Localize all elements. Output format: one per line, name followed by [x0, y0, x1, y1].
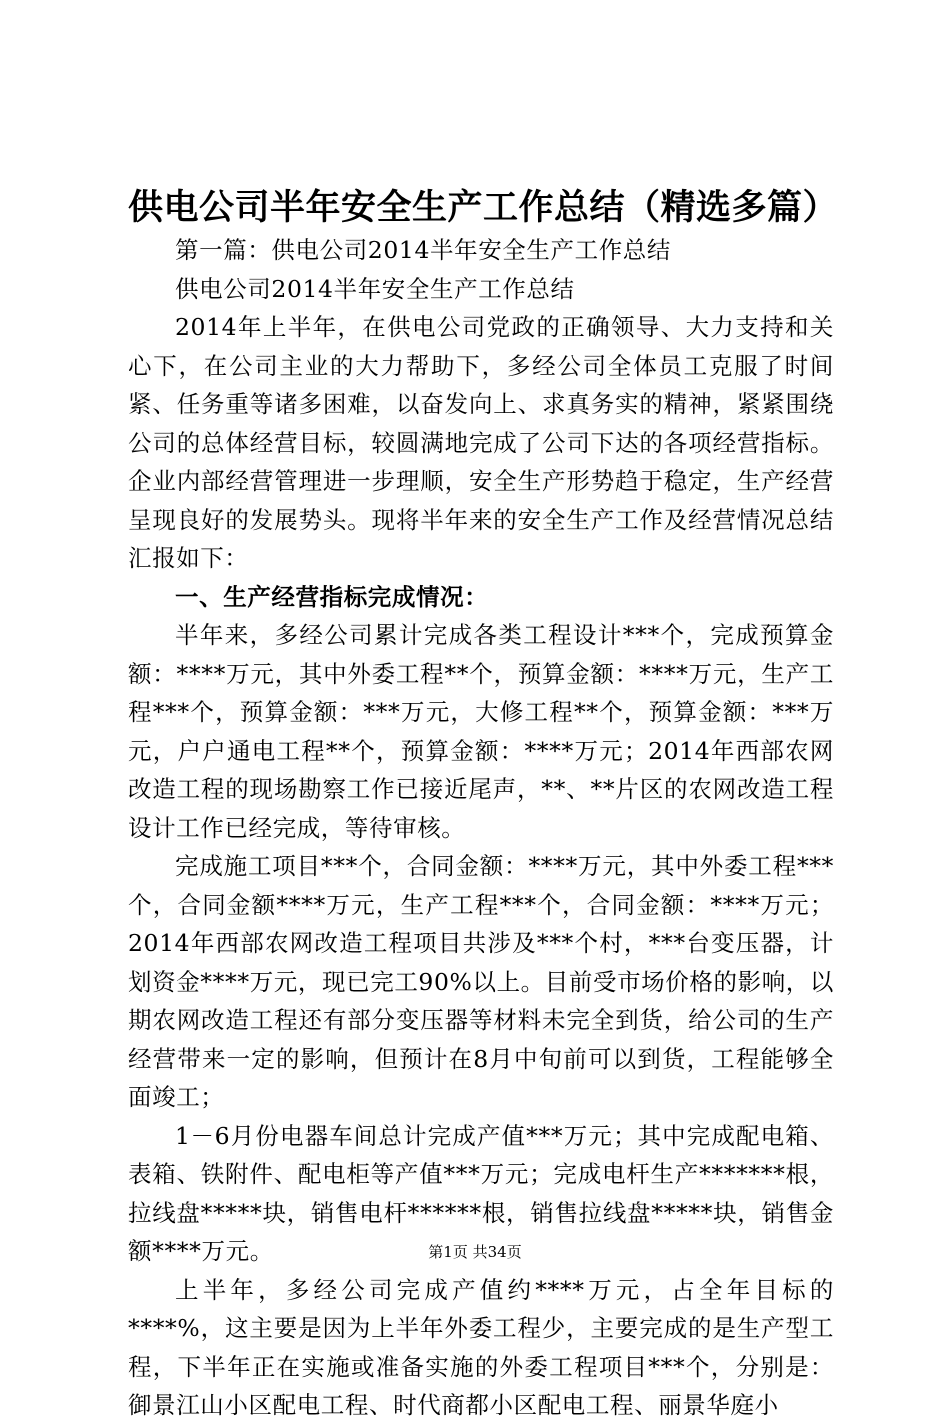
- paragraph: 半年来，多经公司累计完成各类工程设计***个，完成预算金额：****万元，其中外委工程**个，预算金额：****万元，生产工程***个，预算金额：***万元，大修工程**个，预算金额：***万元，户户通电工程**个，预算金额：****万元；2014年西部农网改造工程的现场勘察工作已接近尾声，**、**片区的农网改造工程设计工作已经完成，等待审核。: [128, 621, 834, 842]
- paragraph: 第一篇：供电公司2014半年安全生产工作总结: [175, 236, 672, 264]
- paragraph: 上半年，多经公司完成产值约****万元，占全年目标的****%，这主要是因为上半年外委工程少，主要完成的是生产型工程，下半年正在实施或准备实施的外委工程项目***个，分别是：御景江山小区配电工程、时代商都小区配电工程、丽景华庭小: [128, 1275, 834, 1419]
- paragraph: 2014年上半年，在供电公司党政的正确领导、大力支持和关心下，在公司主业的大力帮助下，多经公司全体员工克服了时间紧、任务重等诸多困难，以奋发向上、求真务实的精神，紧紧围绕公司的总体经营目标，较圆满地完成了公司下达的各项经营指标。企业内部经营管理进一步理顺，安全生产形势趋于稳定，生产经营呈现良好的发展势头。现将半年来的安全生产工作及经营情况总结汇报如下：: [128, 313, 834, 572]
- page-number-footer: 第1页 共34页: [428, 1243, 522, 1261]
- paragraph: 供电公司2014半年安全生产工作总结: [175, 274, 575, 303]
- paragraph: 1－6月份电器车间总计完成产值***万元；其中完成配电箱、表箱、铁附件、配电柜等产值***万元；完成电杆生产*******根，拉线盘*****块，销售电杆******根，销售拉线盘*****块，销售金额****万元。: [128, 1121, 834, 1265]
- paragraph: 完成施工项目***个，合同金额：****万元，其中外委工程***个，合同金额****万元，生产工程***个，合同金额：****万元；2014年西部农网改造工程项目共涉及***个村，***台变压器，计划资金****万元，现已完工90%以上。目前受市场价格的影响，以期农网改造工程还有部分变压器等材料未完全到货，给公司的生产经营带来一定的影响，但预计在8月中旬前可以到货，工程能够全面竣工；: [128, 852, 834, 1111]
- section-heading: 一、生产经营指标完成情况：: [175, 582, 489, 611]
- document-title: 供电公司半年安全生产工作总结（精选多篇）: [128, 187, 839, 228]
